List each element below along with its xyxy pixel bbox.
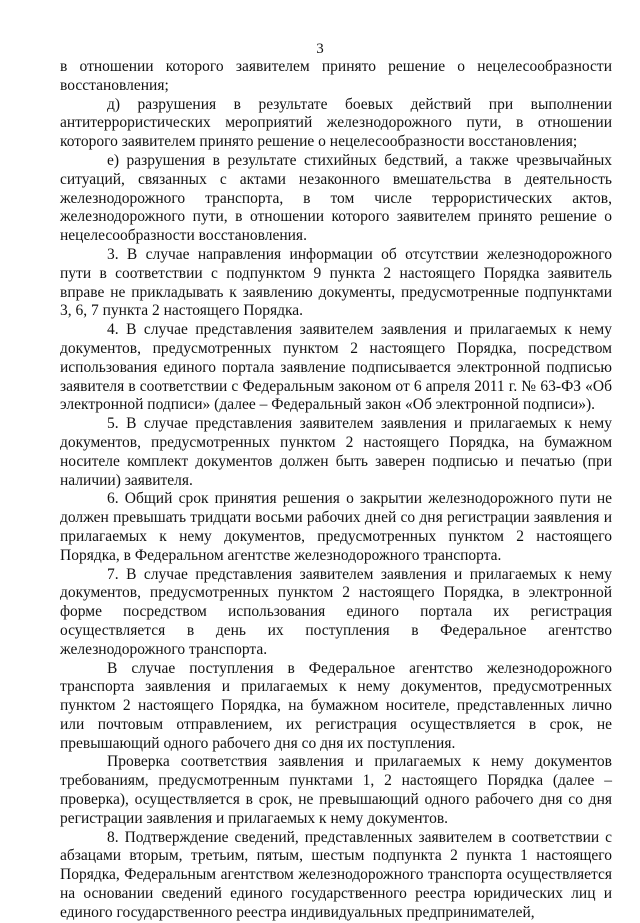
paragraph-subitem-e: е) разрушения в результате стихийных бедствий, а также чрезвычайных ситуаций, связанных с актами незаконного вмешательства в деятельность железнодорожного транспорта, в том числе террористических актов, железнодорожного пути, в отношении которого заявителем принято решение о нецелесообразности восстановления. bbox=[60, 151, 612, 245]
paragraph-item-7-check: Проверка соответствия заявления и прилагаемых к нему документов требованиям, предусмотренным пунктами 1, 2 настоящего Порядка (далее – проверка), осуществляется в срок, не превышающий одного рабочего дня со дня регистрации заявления и прилагаемых к нему документов. bbox=[60, 753, 612, 827]
paragraph-item-3: 3. В случае направления информации об отсутствии железнодорожного пути в соответствии с подпунктом 9 пункта 2 настоящего Порядка заявитель вправе не прикладывать к заявлению документы, предусмотренные подпунктами 3, 6, 7 пункта 2 настоящего Порядка. bbox=[60, 245, 612, 320]
paragraph-item-5: 5. В случае представления заявителем заявления и прилагаемых к нему документов, предусмотренных пунктом 2 настоящего Порядка, на бумажном носителе комплект документов должен быть заверен подписью и печатью (при наличии) заявителя. bbox=[60, 415, 612, 489]
document-body bbox=[60, 58, 612, 923]
paragraph-item-7: 7. В случае представления заявителем заявления и прилагаемых к нему документов, предусмотренных пунктом 2 настоящего Порядка, в электронной форме посредством использования единого портала их регистрация осуществляется в день их поступления в Федеральное агентство железнодорожного транспорта. bbox=[60, 565, 612, 658]
paragraph-subitem-d: д) разрушения в результате боевых действий при выполнении антитеррористических мероприятий железнодорожного пути, в отношении которого заявителем принято решение о нецелесообразности восстановления; bbox=[60, 95, 612, 151]
page-number: 3 bbox=[316, 41, 324, 57]
paragraph-item-8: 8. Подтверждение сведений, представленных заявителем в соответствии с абзацами вторым, третьим, пятым, шестым подпункта 2 пункта 1 настоящего Порядка, Федеральным агентством железнодорожного транспорта осуществляется на основании сведений единого государственного реестра юридических лиц и единого государственного реестра индивидуальных предпринимателей, bbox=[60, 828, 612, 921]
paragraph-item-6: 6. Общий срок принятия решения о закрытии железнодорожного пути не должен превышать тридцати восьми рабочих дней со дня регистрации заявления и прилагаемых к нему документов, предусмотренных пунктом 2 настоящего Порядка, в Федеральном агентстве железнодорожного транспорта. bbox=[60, 490, 612, 564]
paragraph-continuation: в отношении которого заявителем принято решение о нецелесообразности восстановления; bbox=[60, 58, 612, 94]
paragraph-item-7-paper: В случае поступления в Федеральное агентство железнодорожного транспорта заявления и прилагаемых к нему документов, предусмотренных пунктом 2 настоящего Порядка, на бумажном носителе, представленных лично или почтовым отправлением, их регистрация осуществляется в срок, не превышающий одного рабочего дня со дня их поступления. bbox=[60, 659, 612, 752]
paragraph-item-4: 4. В случае представления заявителем заявления и прилагаемых к нему документов, предусмотренных пунктом 2 настоящего Порядка, посредством использования единого портала заявление подписывается электронной подписью заявителя в соответствии с Федеральным законом от 6 апреля 2011 г. № 63-ФЗ «Об электронной подписи» (далее – Федеральный закон «Об электронной подписи»). bbox=[60, 321, 612, 414]
